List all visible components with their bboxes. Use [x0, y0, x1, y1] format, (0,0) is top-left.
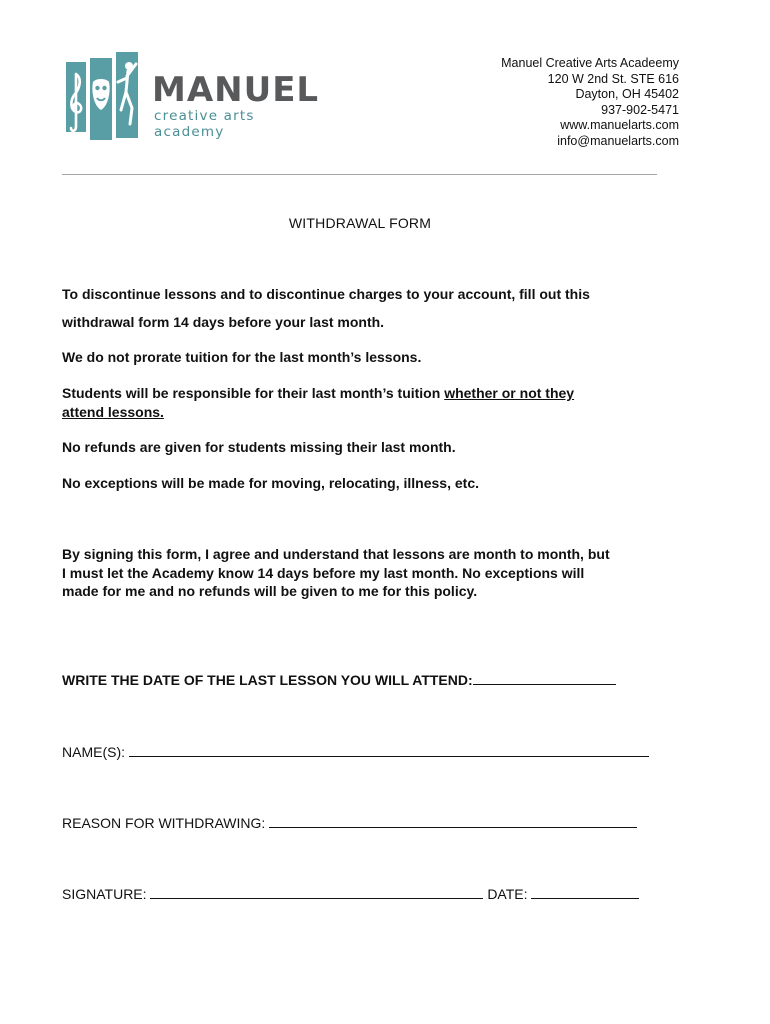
last-lesson-field — [62, 671, 662, 689]
responsibility-underline-1: whether or not they — [444, 385, 575, 401]
reason-field — [62, 814, 662, 832]
intro-paragraph — [62, 285, 662, 331]
logo-mark — [66, 52, 142, 144]
website-link[interactable]: www.manuelarts.com — [560, 118, 679, 132]
signature-field — [62, 885, 662, 903]
email-link[interactable]: info@manuelarts.com — [557, 133, 679, 148]
responsibility-underline-2: attend lessons. — [62, 403, 164, 420]
names-field — [62, 743, 662, 761]
theatre-mask-icon — [90, 58, 112, 140]
form-title: WITHDRAWAL FORM — [288, 215, 432, 231]
academy-logo — [66, 52, 318, 144]
names-blank[interactable] — [129, 743, 649, 757]
academy-name: Manuel Creative Arts Acadeemy — [501, 56, 679, 70]
signature-blank[interactable] — [150, 885, 483, 899]
dancer-icon — [116, 52, 138, 138]
street-address: 120 W 2nd St. STE 616 — [547, 71, 679, 86]
city-state-zip: Dayton, OH 45402 — [575, 87, 679, 101]
prorate-paragraph: We do not prorate tuition for the last month’s lessons. — [62, 349, 422, 365]
agreement-paragraph — [62, 545, 662, 601]
agreement-line-1: By signing this form, I agree and understand that lessons are month to month, but — [62, 546, 610, 562]
header-divider — [62, 174, 657, 175]
date-label: DATE: — [487, 886, 528, 902]
refund-paragraph: No refunds are given for students missing their last month. — [62, 439, 456, 455]
logo-wordmark: MANUEL — [152, 70, 320, 110]
responsibility-text: Students will be responsible for their last month’s tuition — [62, 385, 445, 401]
intro-line-2: withdrawal form 14 days before your last month. — [62, 313, 385, 330]
date-blank[interactable] — [531, 885, 639, 899]
reason-label: REASON FOR WITHDRAWING: — [62, 815, 266, 831]
intro-line-1: To discontinue lessons and to discontinue charges to your account, fill out this — [62, 286, 590, 302]
names-label: NAME(S): — [62, 744, 125, 760]
signature-label: SIGNATURE: — [62, 886, 147, 902]
exceptions-paragraph: No exceptions will be made for moving, relocating, illness, etc. — [62, 475, 479, 491]
last-lesson-date-blank[interactable] — [473, 671, 616, 685]
responsibility-paragraph — [62, 384, 662, 421]
treble-clef-icon — [66, 62, 86, 132]
agreement-line-2: I must let the Academy know 14 days before my last month. No exceptions will — [62, 564, 585, 581]
last-lesson-label: WRITE THE DATE OF THE LAST LESSON YOU WILL ATTEND: — [62, 672, 473, 688]
agreement-line-3: made for me and no refunds will be given to me for this policy. — [62, 583, 478, 599]
phone-number: 937-902-5471 — [601, 102, 679, 117]
reason-blank[interactable] — [269, 814, 637, 828]
logo-tagline: creative arts academy — [154, 108, 255, 140]
address-block — [501, 56, 679, 149]
